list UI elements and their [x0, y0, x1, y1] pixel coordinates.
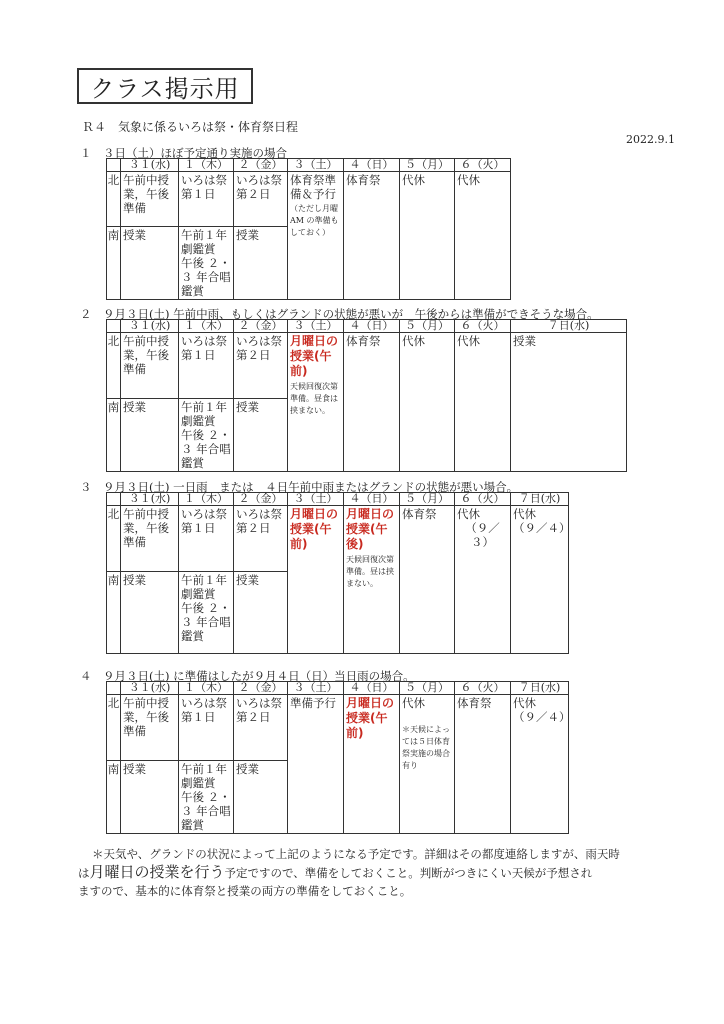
cell-note: （ただし月曜 AM の準備もしておく）	[290, 204, 339, 237]
table-cell: いろは祭第１日	[179, 333, 234, 399]
table-cell: いろは祭第２日	[234, 172, 288, 227]
table-cell: 授業	[511, 333, 627, 472]
footnote	[78, 845, 668, 900]
table-cell: 授業	[234, 227, 288, 300]
header-cell: ２（金）	[234, 682, 288, 695]
table-cell: 授業	[234, 572, 288, 654]
table-cell: いろは祭第２日	[234, 695, 288, 761]
table-header-row	[107, 682, 569, 695]
footnote-line-1: ＊天気や、グランドの状況によって上記のようになる予定です。詳細はその都度連絡しますが、雨天時	[92, 847, 620, 861]
cell-text: 代休	[457, 507, 480, 521]
table-cell: 授業	[121, 399, 179, 472]
table-cell: 体育祭	[344, 172, 400, 300]
table-cell: 代休	[455, 333, 511, 472]
side-label-north: 北	[107, 172, 121, 227]
table-cell: 代休	[455, 172, 511, 300]
header-cell: ６（火）	[455, 159, 511, 172]
table-cell: いろは祭第２日	[234, 333, 288, 399]
schedule-table-1	[106, 158, 511, 300]
section-2-heading: ２ ９月３日(土) 午前中雨、もしくはグランドの状態が悪いが 午後からは準備ができそうな場合。	[80, 307, 599, 321]
header-cell: ６（火）	[455, 320, 511, 333]
header-cell: １（木）	[179, 682, 234, 695]
table-cell: 授業	[234, 399, 288, 472]
cell-note: ＊天候によっては５日体育祭実施の場合有り	[402, 725, 450, 770]
header-cell: ７日(水)	[511, 493, 569, 506]
header-cell: １（木）	[179, 320, 234, 333]
table-cell	[344, 695, 400, 834]
header-cell: ５（月）	[400, 159, 455, 172]
schedule-table-4	[106, 681, 569, 834]
side-label-south: 南	[107, 399, 121, 472]
table-cell: 午前１年劇鑑賞 午後 ２・３ 年合唱鑑賞	[179, 572, 234, 654]
header-cell: ４（日）	[344, 493, 400, 506]
table-cell: 午前１年劇鑑賞 午後 ２・３ 年合唱鑑賞	[179, 227, 234, 300]
header-cell: １（木）	[179, 159, 234, 172]
table-cell: 体育祭	[344, 333, 400, 472]
side-label-south: 南	[107, 572, 121, 654]
header-cell: ４（日）	[344, 320, 400, 333]
header-cell: ７日(水)	[511, 320, 627, 333]
footnote-line-2-rest: 予定ですので、準備をしておくこと。判断がつきにくい天候が予想され	[224, 866, 593, 880]
footnote-emphasis: 月曜日の授業を行う	[89, 863, 225, 881]
cell-subdate: （９／４）	[513, 710, 571, 724]
header-cell: ４（日）	[344, 159, 400, 172]
cell-text: 代休	[513, 507, 536, 521]
section-4-heading: ４ ９月３日(土) に準備はしたが９月４日（日）当日雨の場合。	[80, 669, 415, 683]
header-cell: ３（土）	[288, 493, 344, 506]
cell-subdate: （９／４）	[513, 521, 571, 535]
header-cell: ４（日）	[344, 682, 400, 695]
schedule-table-2	[106, 319, 627, 472]
side-label-north: 北	[107, 506, 121, 572]
cell-text: 代休	[402, 696, 425, 710]
cell-note: 天候回復次第準備。昼は挟まない。	[346, 555, 394, 588]
table-cell: 体育祭	[455, 695, 511, 834]
footnote-prefix: は	[78, 866, 90, 880]
table-cell: 授業	[234, 761, 288, 834]
table-cell: いろは祭第１日	[179, 506, 234, 572]
table-header-row	[107, 493, 569, 506]
table-row-north	[107, 695, 569, 761]
cell-subdate: （９／３）	[465, 521, 500, 549]
side-label-north: 北	[107, 333, 121, 399]
table-cell	[511, 506, 569, 654]
footnote-line-3: ますので、基本的に体育祭と授業の両方の準備をしておくこと。	[78, 884, 412, 898]
header-cell: ５（月）	[400, 493, 455, 506]
table-cell: 午前１年劇鑑賞 午後 ２・３ 年合唱鑑賞	[179, 399, 234, 472]
header-cell: ３１(水)	[121, 682, 179, 695]
table-cell: 体育祭	[400, 506, 455, 654]
side-label-north: 北	[107, 695, 121, 761]
table-cell: 代休	[400, 333, 455, 472]
cell-text: 体育祭準備＆予行	[290, 173, 336, 201]
header-cell: ７日(水)	[511, 682, 569, 695]
table-header-row	[107, 159, 511, 172]
header-cell: ５（月）	[400, 682, 455, 695]
table-row-north	[107, 172, 511, 227]
header-cell: １（木）	[179, 493, 234, 506]
table-cell	[288, 172, 344, 300]
section-1-heading: １ ３日（土）ほぼ予定通り実施の場合	[80, 146, 287, 160]
highlight-text: 月曜日の授業(午前)	[290, 334, 339, 378]
table-cell: 授業	[121, 572, 179, 654]
table-cell	[511, 695, 569, 834]
table-cell	[400, 695, 455, 834]
header-cell: ６（火）	[455, 682, 511, 695]
table-header-row	[107, 320, 627, 333]
highlight-text: 月曜日の授業(午後)	[346, 507, 395, 551]
table-cell: 午前１年劇鑑賞 午後 ２・３ 年合唱鑑賞	[179, 761, 234, 834]
section-3-heading: ３ ９月３日(土) 一日雨 または ４日午前中雨またはグランドの状態が悪い場合。	[80, 480, 519, 494]
document-date: 2022.9.1	[626, 133, 675, 146]
header-cell: ２（金）	[234, 493, 288, 506]
document-subtitle: Ｒ４ 気象に係るいろは祭・体育祭日程	[82, 120, 299, 134]
highlight-text: 月曜日の授業(午前)	[346, 696, 395, 740]
table-cell: いろは祭第２日	[234, 506, 288, 572]
table-row-north	[107, 333, 627, 399]
table-cell	[344, 506, 400, 654]
header-cell: ３１(水)	[121, 493, 179, 506]
header-cell: ２（金）	[234, 320, 288, 333]
table-cell: 授業	[121, 227, 179, 300]
footnote-line-2	[78, 863, 668, 882]
header-cell: ３１(水)	[121, 320, 179, 333]
table-cell: 準備予行	[288, 695, 344, 834]
table-cell: 代休	[400, 172, 455, 300]
schedule-table-3	[106, 492, 569, 654]
cell-text: 代休	[513, 696, 536, 710]
table-cell	[288, 506, 344, 654]
table-cell: 午前中授業，午後準備	[121, 506, 179, 572]
header-cell: ３（土）	[288, 159, 344, 172]
cell-note: 天候回復次第準備。昼食は挟まない。	[290, 382, 338, 415]
table-row-north	[107, 506, 569, 572]
header-cell: ３（土）	[288, 682, 344, 695]
side-label-south: 南	[107, 227, 121, 300]
header-cell: ３１(水)	[121, 159, 179, 172]
table-cell: いろは祭第１日	[179, 695, 234, 761]
header-cell: ３（土）	[288, 320, 344, 333]
table-cell	[288, 333, 344, 472]
table-cell: 午前中授業，午後準備	[121, 172, 179, 227]
table-cell: 午前中授業，午後準備	[121, 695, 179, 761]
header-cell: ６（火）	[455, 493, 511, 506]
header-cell: ５（月）	[400, 320, 455, 333]
highlight-text: 月曜日の授業(午前)	[290, 507, 339, 551]
table-cell: いろは祭第１日	[179, 172, 234, 227]
table-cell	[455, 506, 511, 654]
page-title: クラス掲示用	[77, 68, 253, 104]
header-cell: ２（金）	[234, 159, 288, 172]
table-cell: 午前中授業，午後準備	[121, 333, 179, 399]
side-label-south: 南	[107, 761, 121, 834]
table-cell: 授業	[121, 761, 179, 834]
